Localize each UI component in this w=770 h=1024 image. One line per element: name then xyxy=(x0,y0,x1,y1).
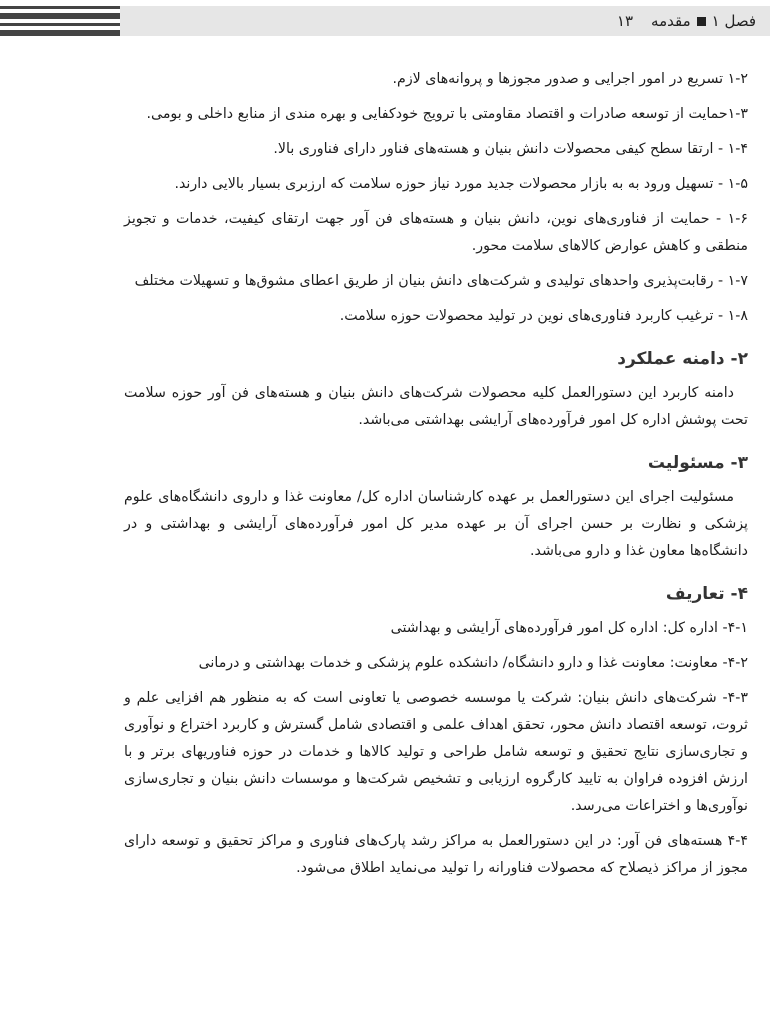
list-item: ۱-۳حمایت از توسعه صادرات و اقتصاد مقاومتی با ترویج خودکفایی و بهره مندی از منابع داخلی و بومی. xyxy=(146,106,748,122)
list-item: ۱-۷ - رقابت‌پذیری واحدهای تولیدی و شرکت‌های دانش بنیان از طریق اعطای مشوق‌ها و تسهیلات مختلف xyxy=(134,273,748,289)
chapter-title: مقدمه xyxy=(651,12,691,30)
definition-item: ۴-۱- اداره کل: اداره کل امور فرآورده‌های آرایشی و بهداشتی xyxy=(390,620,748,636)
list-item: ۱-۸ - ترغیب کاربرد فناوری‌های نوین در تولید محصولات حوزه سلامت. xyxy=(339,308,748,324)
list-item: ۱-۴ - ارتقا سطح کیفی محصولات دانش بنیان و هسته‌های فناور دارای فناوری بالا. xyxy=(273,141,748,157)
section-heading-definitions: ۴- تعاریف xyxy=(665,584,748,604)
running-head xyxy=(120,6,770,36)
section-body-responsibility: مسئولیت اجرای این دستورالعمل بر عهده کارشناسان اداره کل/ معاونت غذا و داروی دانشگاه‌های علوم پزشکی و نظارت بر حسن اجرای آن بر عهده مدیر کل امور فرآورده‌های آرایشی و بهداشتی و در دانشگاه‌ها معاون غذا و دارو می‌باشد. xyxy=(124,489,748,559)
square-bullet-icon xyxy=(697,17,706,26)
page-content xyxy=(124,66,748,890)
definition-item: ۴-۳- شرکت‌های دانش بنیان: شرکت یا موسسه خصوصی یا تعاونی است که به منظور هم افزایی علم و ثروت، توسعه اقتصاد دانش محور، تحقق اهداف علمی و اقتصادی شامل گسترش و کاربرد اختراع و نوآوری و تجاری‌سازی نتایج تحقیق و توسعه شامل طراحی و تولید کالاها و خدمات در حوزه فناوریهای برتر و با ارزش افزوده فراوان به تایید کارگروه ارزیابی و تشخیص شرکت‌ها و موسسات دانش بنیان و تجاری‌سازی نوآوری‌ها و اختراعات می‌رسد. xyxy=(124,690,748,814)
page-header xyxy=(0,0,770,42)
list-item: ۱-۲ تسریع در امور اجرایی و صدور مجوزها و پروانه‌های لازم. xyxy=(392,71,748,87)
definition-item: ۴-۴ هسته‌های فن آور: در این دستورالعمل به مراکز رشد پارک‌های فناوری و مراکز تحقیق و توسعه دارای مجوز از مراکز ذیصلاح که محصولات فناورانه را تولید می‌نماید اطلاق می‌شود. xyxy=(124,833,748,876)
section-heading-responsibility: ۳- مسئولیت xyxy=(647,453,748,473)
chapter-label: فصل ۱ xyxy=(711,12,756,30)
header-stripes xyxy=(0,6,120,36)
page-number: ۱۳ xyxy=(616,12,634,30)
list-item: ۱-۵ - تسهیل ورود به به بازار محصولات جدید مورد نیاز حوزه سلامت که ارزبری بسیار بالایی دارند. xyxy=(174,176,748,192)
section-heading-scope: ۲- دامنه عملکرد xyxy=(617,349,748,369)
definition-item: ۴-۲- معاونت: معاونت غذا و دارو دانشگاه/ دانشکده علوم پزشکی و خدمات بهداشتی و درمانی xyxy=(198,655,748,671)
section-body-scope: دامنه کاربرد این دستورالعمل کلیه محصولات شرکت‌های دانش بنیان و هسته‌های فن آور حوزه سلامت تحت پوشش اداره کل امور فرآورده‌های آرایشی بهداشتی می‌باشد. xyxy=(124,385,748,428)
list-item: ۱-۶ - حمایت از فناوری‌های نوین، دانش بنیان و هسته‌های فن آور جهت ارتقای کیفیت، خدمات و تجویز منطقی و کاهش عوارض کالاهای سلامت محور. xyxy=(124,211,748,254)
